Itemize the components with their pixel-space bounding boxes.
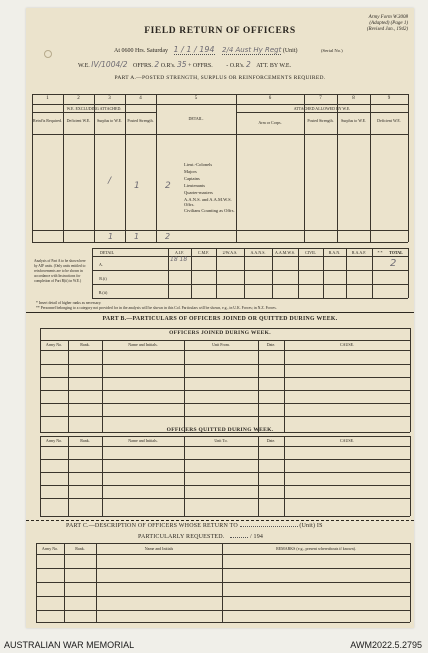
joined-col-header: Name and Initials.: [128, 342, 158, 347]
quitted-col-header: Army No.: [45, 438, 63, 443]
hw-aif: 18 18: [170, 256, 188, 263]
analysis-row-label: B.(i): [99, 276, 107, 281]
part-c-title-line2: [138, 534, 263, 540]
part-c-col-header: Army No.: [41, 546, 59, 551]
col-number: 3: [108, 96, 111, 101]
analysis-header: * *: [377, 250, 383, 255]
analysis-header: R.A.A.F.: [351, 250, 367, 255]
we-label: W.E.: [78, 63, 90, 69]
form-ref-line: Army Form W.3008: [368, 15, 408, 20]
header-line-date: [114, 45, 343, 54]
rank-item: Majors: [184, 169, 197, 174]
att-label: ATT. BY W.E.: [256, 63, 292, 69]
part-a-title: PART A.—POSTED STRENGTH, SURPLUS OR REINFORCEMENTS REQUIRED.: [114, 75, 326, 81]
analysis-header: 2/W.A.S.: [222, 250, 238, 255]
offrs-value: 2: [154, 60, 160, 69]
footnote: * Insert detail of higher ranks as necessary.: [36, 301, 102, 305]
rank-item: Captains: [184, 176, 200, 181]
quitted-col-header: Date.: [266, 438, 276, 443]
we-handwritten: IV/1004/2: [91, 60, 128, 69]
part-c-col-header: Name and Initials: [144, 546, 174, 551]
part-c-col-header: Rank.: [75, 546, 85, 551]
rank-item: A.A.N.S. and A.A.M.W.S. Offrs.: [184, 197, 232, 207]
joined-col-header: CAUSE.: [339, 342, 355, 347]
footnote: ** Personnel belonging to a category not provided for in the analysis will be shown in this Col. Particulars will be shown, e.g., in U.K. Forces; in N.Z. Forces.: [36, 306, 277, 310]
quitted-col-header: Name and Initials.: [128, 438, 158, 443]
analysis-header: A.A.M.W.S.: [275, 250, 295, 255]
header-line-we: [78, 60, 291, 69]
serial-label: (Serial No.): [321, 48, 343, 53]
quitted-title: OFFICERS QUITTED DURING WEEK.: [166, 427, 274, 433]
part-b-title: PART B.—PARTICULARS OF OFFICERS JOINED OR QUITTED DURING WEEK.: [102, 316, 338, 322]
hw-total-2: 1: [134, 232, 140, 241]
rank-item: Lieutenants: [184, 183, 205, 188]
analysis-header: CIVIL: [305, 250, 316, 255]
analysis-row-label: B.(ii): [98, 290, 108, 295]
hw-analysis-total: 2: [390, 258, 397, 269]
part-c-title-a: PART C.—DESCRIPTION OF OFFICERS WHOSE RETURN TO: [66, 523, 238, 529]
col-header: Surplus to W.E.: [96, 118, 123, 123]
part-c-title-date: / 194: [249, 534, 264, 540]
hw-total-3: 2: [165, 232, 171, 241]
rank-item: Civilians Counting as Offrs.: [184, 208, 235, 213]
joined-col-header: Unit From.: [212, 342, 230, 347]
group-header-att: ATTACHED ALLOWED BY W.E.: [293, 106, 351, 111]
rank-item: Quarter-masters: [184, 190, 213, 195]
analysis-row-label: A.: [99, 262, 103, 267]
analysis-header: A.A.N.S.: [250, 250, 266, 255]
col-header: DETAIL.: [188, 116, 204, 121]
archive-accession-number: AWM2022.5.2795: [350, 640, 422, 650]
col-number: 4: [139, 96, 142, 101]
col-number: 2: [77, 96, 80, 101]
analysis-header: A.I.F.: [174, 250, 185, 255]
date-handwritten: 1 / 1 / 194: [173, 45, 215, 54]
col-number: 8: [352, 96, 355, 101]
quitted-col-header: Rank.: [80, 438, 90, 443]
part-c-title-line1: [66, 523, 323, 529]
form-title: FIELD RETURN OF OFFICERS: [144, 26, 296, 36]
analysis-note: Analysis of Part A to be shown here by AIF units. (Only units entitled to reinforcements are to be shown in accordance with Instructions for completion of Part B(ii) in W.E.): [34, 259, 86, 283]
offrs-label: OFFRS.: [133, 63, 153, 69]
joined-title: OFFICERS JOINED DURING WEEK.: [169, 330, 271, 336]
analysis-header: TOTAL: [389, 250, 403, 255]
analysis-header: R.A.N.: [328, 250, 341, 255]
quitted-col-header: Unit To.: [214, 438, 228, 443]
form-ref-line: (Revised Jan., 1942): [366, 27, 408, 32]
col-number: 1: [46, 96, 49, 101]
archive-credit: AUSTRALIAN WAR MEMORIAL: [4, 640, 135, 650]
at-text: At 0600 Hrs. Saturday: [114, 48, 168, 54]
part-c-title-b: PARTICULARLY REQUESTED.: [138, 534, 225, 540]
rank-list: [184, 161, 236, 213]
minus-ors-value: 2: [245, 60, 251, 69]
unit-label: (Unit): [282, 48, 298, 54]
hw-posted-2: 2: [165, 181, 171, 191]
part-c-col-header: REMARKS (e.g., present whereabouts if known).: [276, 546, 356, 551]
joined-col-header: Rank.: [80, 342, 90, 347]
ors-value: 35: [176, 60, 187, 69]
col-number: 9: [387, 96, 391, 101]
group-header-excl: W.E. EXCLUDING ATTACHED.: [66, 106, 122, 111]
col-header: Posted Strength.: [127, 118, 154, 123]
col-header: Deficient W.E.: [377, 118, 401, 123]
col-number: 5: [194, 96, 198, 101]
joined-col-header: Army No.: [45, 342, 63, 347]
col-number: 7: [319, 96, 322, 101]
form-ref-line: (Adapted) (Page 1): [369, 21, 408, 26]
form-sheet: [26, 8, 414, 628]
hw-surplus: /: [108, 176, 112, 186]
analysis-header: C.M.F.: [197, 250, 210, 255]
col-header: Posted Strength.: [307, 118, 334, 123]
part-c-title-unit: (Unit) IS: [299, 523, 323, 529]
ors-label: O.R's.: [160, 63, 176, 69]
col-header: Surplus to W.E.: [340, 118, 367, 123]
rank-item: Lieut.-Colonels: [184, 162, 213, 167]
unit-handwritten: 2/4 Aust Hy Regt: [222, 46, 282, 54]
analysis-header: DETAIL: [99, 250, 115, 255]
col-header: Arm or Corps.: [258, 120, 282, 125]
col-header: Deficient W.E.: [66, 118, 91, 123]
plus-offrs-label: + OFFRS.: [188, 63, 213, 69]
minus-ors-label: - O.R's.: [226, 63, 245, 69]
hw-posted-1: 1: [134, 181, 140, 191]
punch-hole: [44, 50, 52, 58]
col-number: 6: [268, 96, 272, 101]
hw-total-1: 1: [108, 232, 114, 241]
quitted-col-header: CAUSE.: [339, 438, 355, 443]
col-header: Reinf'ts Required.: [33, 118, 62, 123]
joined-col-header: Date.: [266, 342, 276, 347]
